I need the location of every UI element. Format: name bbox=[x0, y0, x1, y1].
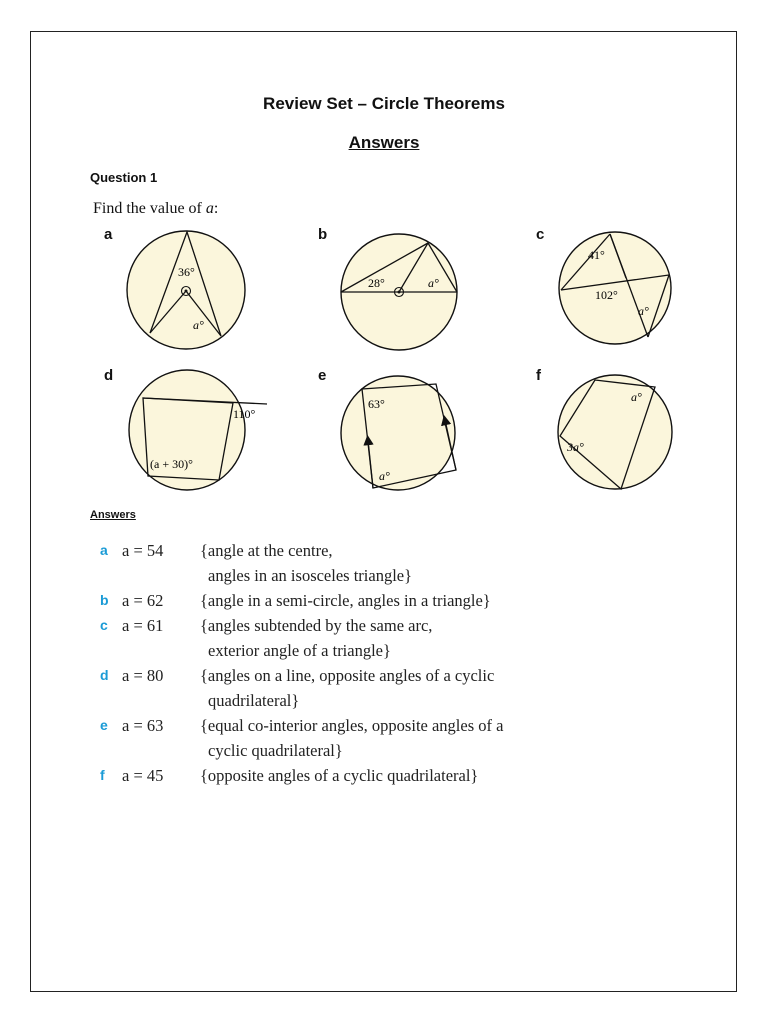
section-heading: Question 1 bbox=[90, 170, 158, 185]
fig-a-angle-36: 36° bbox=[178, 265, 195, 279]
answer-letter: c bbox=[100, 617, 108, 633]
fig-b-angle-a: a° bbox=[428, 276, 439, 290]
answer-row-d-cont bbox=[100, 688, 700, 713]
answer-row-f bbox=[100, 763, 700, 788]
figure-a bbox=[127, 231, 245, 349]
figure-label-b: b bbox=[318, 226, 328, 243]
page-subtitle: Answers bbox=[348, 133, 420, 152]
answer-letter: d bbox=[100, 667, 109, 683]
answer-row-b bbox=[100, 588, 700, 613]
fig-c-angle-102: 102° bbox=[595, 288, 618, 302]
fig-b-angle-28: 28° bbox=[368, 276, 385, 290]
answer-equation: a = 45 bbox=[122, 766, 164, 785]
fig-e-angle-63: 63° bbox=[368, 397, 385, 411]
answer-row-e-cont bbox=[100, 738, 700, 763]
fig-c-angle-41: 41° bbox=[588, 248, 605, 262]
answer-row-a bbox=[100, 538, 700, 563]
answer-row-c bbox=[100, 613, 700, 638]
fig-d-angle-expr: (a + 30)° bbox=[150, 457, 193, 471]
answer-equation: a = 61 bbox=[122, 616, 164, 635]
prompt-text: Find the value of bbox=[93, 200, 206, 217]
fig-c-angle-a: a° bbox=[638, 304, 649, 318]
answer-reason: {equal co-interior angles, opposite angles of a bbox=[200, 716, 504, 735]
figure-b bbox=[341, 234, 457, 350]
answer-letter: e bbox=[100, 717, 108, 733]
answer-reason-cont: angles in an isosceles triangle} bbox=[208, 566, 413, 585]
answer-letter: a bbox=[100, 542, 108, 558]
answer-reason: {angle at the centre, bbox=[200, 541, 333, 560]
figure-d bbox=[129, 370, 267, 490]
prompt-suffix: : bbox=[213, 200, 219, 217]
figure-label-e: e bbox=[318, 367, 327, 384]
answer-equation: a = 54 bbox=[122, 541, 164, 560]
answer-reason: {angles on a line, opposite angles of a cyclic bbox=[200, 666, 495, 685]
figure-label-f: f bbox=[536, 367, 541, 384]
answers-list bbox=[100, 538, 700, 788]
fig-a-angle-a: a° bbox=[193, 318, 204, 332]
answer-reason: {angles subtended by the same arc, bbox=[200, 616, 433, 635]
answers-heading: Answers bbox=[90, 509, 136, 521]
page-title: Review Set – Circle Theorems bbox=[263, 94, 505, 113]
prompt-variable: a bbox=[205, 200, 214, 217]
answer-reason-cont: cyclic quadrilateral} bbox=[208, 741, 343, 760]
answer-letter: f bbox=[100, 767, 105, 783]
answer-equation: a = 63 bbox=[122, 716, 164, 735]
answer-equation: a = 62 bbox=[122, 591, 164, 610]
answer-row-d bbox=[100, 663, 700, 688]
answer-row-c-cont bbox=[100, 638, 700, 663]
fig-e-angle-a: a° bbox=[379, 469, 390, 483]
fig-f-angle-3a: 3a° bbox=[567, 440, 584, 454]
figure-f bbox=[558, 375, 672, 489]
figure-label-c: c bbox=[536, 226, 545, 243]
answer-equation: a = 80 bbox=[122, 666, 164, 685]
answer-reason: {angle in a semi-circle, angles in a triangle} bbox=[200, 591, 491, 610]
answer-reason: {opposite angles of a cyclic quadrilateral} bbox=[200, 766, 479, 785]
figure-c bbox=[559, 232, 671, 344]
fig-f-angle-a: a° bbox=[631, 390, 642, 404]
figure-e bbox=[341, 376, 456, 490]
answer-reason-cont: exterior angle of a triangle} bbox=[208, 641, 391, 660]
figure-label-a: a bbox=[104, 226, 113, 243]
figure-label-d: d bbox=[104, 367, 114, 384]
answer-row-e bbox=[100, 713, 700, 738]
answer-reason-cont: quadrilateral} bbox=[208, 691, 300, 710]
answer-letter: b bbox=[100, 592, 109, 608]
fig-d-angle-110: 110° bbox=[233, 407, 256, 421]
answer-row-a-cont bbox=[100, 563, 700, 588]
